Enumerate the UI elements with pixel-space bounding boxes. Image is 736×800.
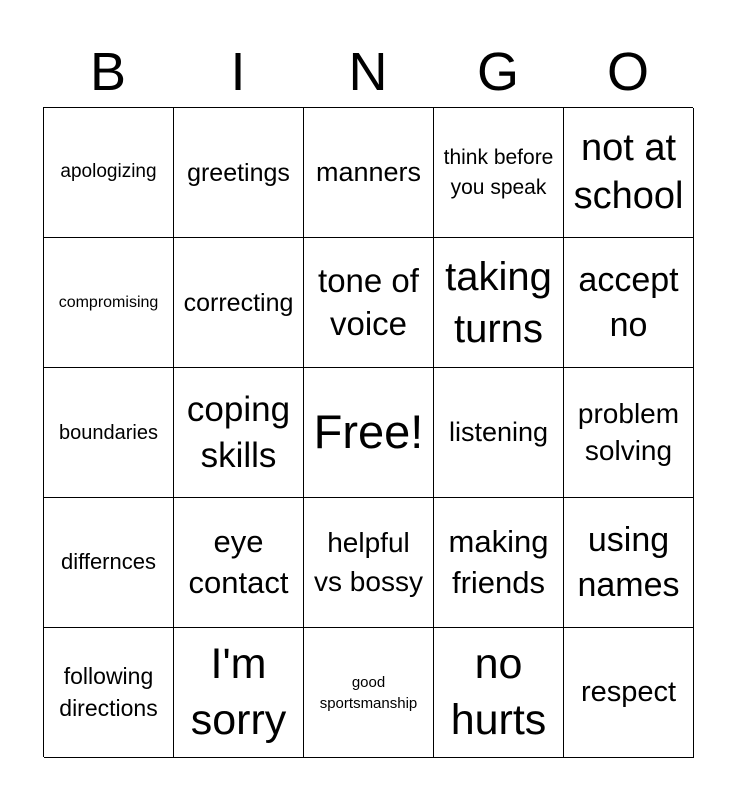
bingo-cell[interactable]: [304, 498, 434, 628]
header-letter-g: G: [476, 42, 519, 102]
header-letter-i: I: [230, 42, 246, 102]
cell-label: helpful vs bossy: [314, 526, 423, 597]
cell-label: making friends: [448, 524, 549, 600]
cell-label: no hurts: [450, 639, 547, 744]
cell-label: tone of voice: [318, 261, 419, 342]
bingo-cell[interactable]: [564, 498, 694, 628]
cell-label: manners: [315, 157, 422, 188]
bingo-cell[interactable]: [564, 238, 694, 368]
bingo-cell[interactable]: [434, 108, 564, 238]
cell-label: problem solving: [577, 398, 680, 466]
bingo-cell[interactable]: [564, 368, 694, 498]
cell-label: not at school: [573, 127, 684, 217]
bingo-cell[interactable]: [304, 238, 434, 368]
header-letter-n: N: [348, 42, 388, 102]
bingo-cell[interactable]: [174, 628, 304, 758]
cell-label: respect: [580, 676, 677, 709]
cell-label: accept no: [578, 261, 679, 344]
bingo-header: [43, 40, 693, 104]
bingo-cell[interactable]: [44, 498, 174, 628]
bingo-cell[interactable]: [174, 498, 304, 628]
bingo-cell[interactable]: [304, 108, 434, 238]
cell-label: compromising: [58, 293, 159, 311]
bingo-cell[interactable]: [44, 108, 174, 238]
cell-label: think before you speak: [443, 145, 554, 199]
cell-label: differnces: [61, 549, 156, 575]
header-letter-b: B: [89, 42, 127, 102]
cell-label: taking turns: [445, 254, 552, 351]
bingo-cell[interactable]: [174, 368, 304, 498]
free-space-cell[interactable]: [304, 368, 434, 498]
header-letter-o: O: [606, 42, 649, 102]
bingo-cell[interactable]: [44, 368, 174, 498]
cell-label: eye contact: [188, 524, 289, 600]
bingo-cell[interactable]: [434, 238, 564, 368]
cell-label: I'm sorry: [190, 639, 287, 744]
bingo-cell[interactable]: [564, 628, 694, 758]
cell-label: correcting: [183, 288, 294, 317]
bingo-cell[interactable]: [434, 368, 564, 498]
bingo-cell[interactable]: [304, 628, 434, 758]
bingo-cell[interactable]: [434, 498, 564, 628]
cell-label: listening: [448, 417, 549, 448]
cell-label: good sportsmanship: [319, 673, 418, 712]
bingo-cell[interactable]: [434, 628, 564, 758]
bingo-board: [43, 107, 693, 757]
cell-label: greetings: [187, 158, 290, 187]
cell-label: following directions: [59, 663, 158, 721]
bingo-cell[interactable]: [174, 108, 304, 238]
bingo-cell[interactable]: [564, 108, 694, 238]
cell-label: using names: [577, 521, 680, 604]
cell-label: coping skills: [186, 390, 291, 475]
cell-label: boundaries: [59, 421, 158, 444]
free-space-label: Free!: [313, 405, 424, 459]
bingo-cell[interactable]: [44, 628, 174, 758]
bingo-cell[interactable]: [44, 238, 174, 368]
cell-label: apologizing: [60, 161, 157, 183]
bingo-cell[interactable]: [174, 238, 304, 368]
